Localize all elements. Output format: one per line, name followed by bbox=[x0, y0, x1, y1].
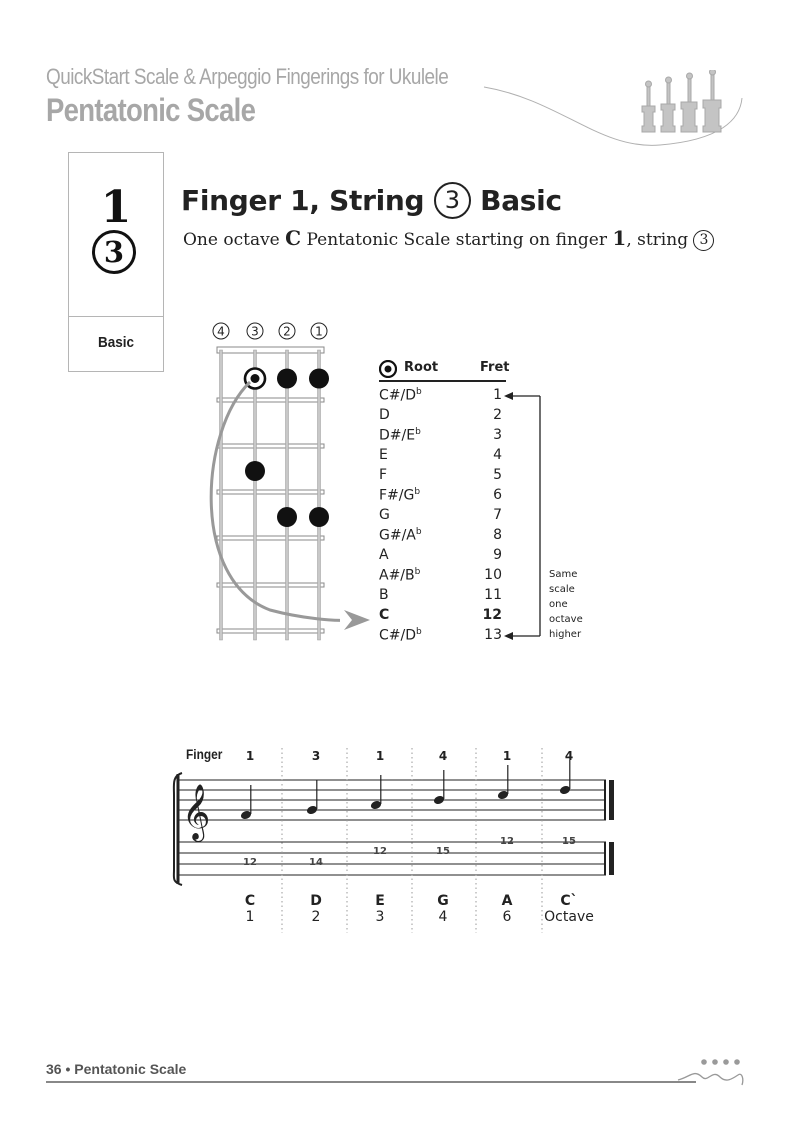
finger-dot bbox=[309, 369, 329, 389]
page-subtitle bbox=[183, 226, 714, 251]
note-name: B bbox=[379, 587, 389, 603]
flat-symbol: b bbox=[416, 387, 422, 397]
page-title bbox=[181, 182, 562, 219]
staff-note bbox=[306, 780, 318, 815]
scale-degree: 2 bbox=[311, 909, 321, 925]
footer-section: Pentatonic Scale bbox=[74, 1061, 187, 1077]
fret-wire bbox=[217, 629, 324, 633]
scale-degree: 3 bbox=[375, 909, 385, 925]
note-name: $D\#/E^b$ bbox=[379, 427, 421, 444]
scale-degree: 1 bbox=[245, 909, 255, 925]
note-name: $F\#/G^b$ bbox=[379, 487, 421, 504]
flat-symbol: b bbox=[416, 627, 422, 637]
finger-number: 1 bbox=[502, 749, 512, 763]
note-name: A bbox=[379, 547, 389, 563]
fret-wire bbox=[217, 583, 324, 587]
octave-note: Same scale one octave higher bbox=[549, 569, 583, 640]
chapter-title: Pentatonic Scale bbox=[46, 92, 256, 128]
tab-fret-number: 12 bbox=[500, 836, 514, 847]
fretboard-diagram bbox=[200, 310, 340, 650]
flat-symbol: b bbox=[415, 427, 421, 437]
scale-degree: 6 bbox=[502, 909, 512, 925]
finger-number: 4 bbox=[438, 749, 448, 763]
page-number: 36 bbox=[46, 1061, 62, 1077]
tab-fret-number: 15 bbox=[436, 846, 450, 857]
string-label-4 bbox=[213, 323, 229, 339]
root-note-center bbox=[251, 374, 260, 383]
staff-note bbox=[497, 765, 509, 800]
fret-number: 9 bbox=[493, 547, 502, 563]
note-name: G bbox=[379, 507, 390, 523]
flat-symbol: b bbox=[414, 487, 421, 497]
string-number-circle: 3 bbox=[92, 230, 136, 274]
note-name: $C\#/D^b$ bbox=[379, 387, 422, 404]
subtitle-string-circle: 3 bbox=[693, 230, 714, 251]
title-suffix: Basic bbox=[480, 184, 562, 217]
flat-symbol: b bbox=[415, 527, 422, 537]
ukulele-logo bbox=[636, 70, 728, 136]
tab-fret-number: 15 bbox=[562, 836, 576, 847]
string-line bbox=[254, 350, 257, 640]
staff-note bbox=[433, 770, 445, 805]
string-label-2 bbox=[279, 323, 295, 339]
fret-header: Fret bbox=[480, 360, 510, 375]
octave-bracket bbox=[500, 388, 550, 644]
fret-number: 1 bbox=[493, 387, 502, 403]
fret-number: 11 bbox=[484, 587, 502, 603]
finger-number: 1 bbox=[245, 749, 255, 763]
note-letter: C bbox=[244, 893, 256, 909]
finger-label: Finger bbox=[186, 746, 223, 762]
fret-number: 10 bbox=[484, 567, 502, 583]
subtitle-key: C bbox=[285, 226, 302, 250]
string-line bbox=[286, 350, 289, 640]
note-letter: C` bbox=[560, 893, 578, 909]
fret-number: 5 bbox=[493, 467, 502, 483]
subtitle-finger: 1 bbox=[612, 226, 627, 250]
fret-number: 12 bbox=[482, 607, 502, 623]
string-line bbox=[220, 350, 223, 640]
note-letter: D bbox=[310, 893, 322, 909]
fret-number: 6 bbox=[493, 487, 502, 503]
subtitle-text-2: Pentatonic Scale starting on finger bbox=[301, 230, 613, 250]
svg-text:1: 1 bbox=[315, 324, 323, 339]
page-footer: 36 • Pentatonic Scale bbox=[46, 1061, 187, 1077]
footer-rule bbox=[46, 1081, 696, 1083]
footer-ornament bbox=[676, 1055, 748, 1089]
subtitle-text-1: One octave bbox=[183, 230, 286, 250]
note-name: $C\#/D^b$ bbox=[379, 627, 422, 644]
note-name: E bbox=[379, 447, 388, 463]
finger-number: 1 bbox=[375, 749, 385, 763]
fret-number: 13 bbox=[484, 627, 502, 643]
finger-dot bbox=[277, 369, 297, 389]
fret-wire bbox=[217, 490, 324, 494]
finger-number: 1 bbox=[100, 182, 132, 233]
title-string-circle: 3 bbox=[434, 182, 471, 219]
flat-symbol: b bbox=[414, 567, 421, 577]
note-letter: E bbox=[375, 893, 385, 909]
root-header: Root bbox=[404, 360, 439, 375]
svg-text:4: 4 bbox=[217, 324, 225, 339]
fret-number: 3 bbox=[493, 427, 502, 443]
position-label: Basic bbox=[97, 334, 135, 351]
subtitle-text-3: , string bbox=[626, 230, 694, 250]
string-label-3 bbox=[247, 323, 263, 339]
note-name: D bbox=[379, 407, 390, 423]
fret-wire bbox=[217, 444, 324, 448]
table-header-rule bbox=[379, 380, 506, 382]
note-name: F bbox=[379, 467, 388, 483]
fret-number: 8 bbox=[493, 527, 502, 543]
finger-number: 3 bbox=[311, 749, 321, 763]
tab-fret-number: 14 bbox=[309, 857, 323, 868]
finger-dot bbox=[245, 461, 265, 481]
box-divider bbox=[68, 316, 164, 317]
note-name: C bbox=[379, 607, 390, 623]
scale-degree: 4 bbox=[438, 909, 448, 925]
fret-wire bbox=[217, 398, 324, 402]
fret-number: 7 bbox=[493, 507, 502, 523]
svg-text:3: 3 bbox=[251, 324, 259, 339]
note-name: $A\#/B^b$ bbox=[379, 567, 421, 584]
fret-number: 4 bbox=[493, 447, 502, 463]
treble-clef-icon: 𝄞 bbox=[182, 784, 211, 840]
book-subtitle: QuickStart Scale & Arpeggio Fingerings for Ukulele bbox=[46, 64, 449, 89]
note-letter: G bbox=[437, 893, 449, 909]
tab-fret-number: 12 bbox=[243, 857, 257, 868]
finger-number: 4 bbox=[564, 749, 574, 763]
finger-dot bbox=[309, 507, 329, 527]
note-letter: A bbox=[501, 893, 513, 909]
string-label-1 bbox=[311, 323, 327, 339]
fret-wire bbox=[217, 536, 324, 540]
finger-dot bbox=[277, 507, 297, 527]
fret-number: 2 bbox=[493, 407, 502, 423]
title-prefix: Finger 1, String bbox=[181, 184, 425, 217]
tab-fret-number: 12 bbox=[373, 846, 387, 857]
string-line bbox=[318, 350, 321, 640]
scale-degree: Octave bbox=[544, 909, 594, 925]
octave-arrowhead bbox=[340, 606, 376, 634]
staff-note bbox=[559, 760, 571, 795]
note-name: $G\#/A^b$ bbox=[379, 527, 422, 544]
root-symbol-icon bbox=[379, 360, 397, 378]
svg-text:2: 2 bbox=[283, 324, 291, 339]
